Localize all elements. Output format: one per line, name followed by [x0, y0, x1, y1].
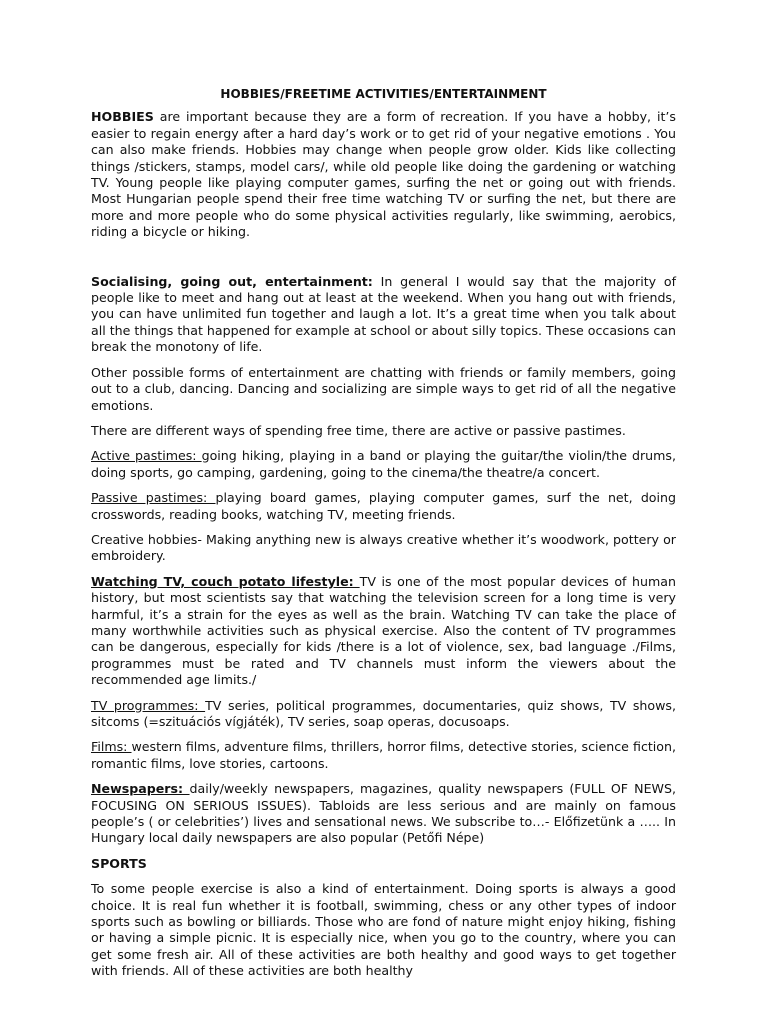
- paragraph-tv-programmes: [91, 698, 676, 731]
- paragraph-body: To some people exercise is also a kind of entertainment. Doing sports is always a good choice. It is real fun whether it is football, swimming, chess or any other types of indoor sports such as bowling or billiards. Those who are fond of nature might enjoy hiking, fishing or having a simple picnic. It is especially nice, when you go to the country, where you can get some fresh air. All of these activities are both healthy and good ways to get together with friends. All of these activities are both healthy: [91, 881, 676, 979]
- document-title: HOBBIES/FREETIME ACTIVITIES/ENTERTAINMENT: [220, 87, 547, 101]
- paragraph-body: are important because they are a form of recreation. If you have a hobby, it’s easier to regain energy after a hard day’s work or to get rid of your negative emotions . You can also make friends. Hobbies may change when people grow older. Kids like collecting things /stickers, stamps, model cars/, while old people like doing the gardening or watching TV. Young people like playing computer games, surfing the net or going out with friends. Most Hungarian people spend their free time watching TV or surfing the net, but there are more and more people who do some physical activities regularly, like swimming, aerobics, riding a bicycle or hiking.: [91, 109, 676, 240]
- paragraph-body: Other possible forms of entertainment are chatting with friends or family members, going out to a club, dancing. Dancing and socializing are simple ways to get rid of all the negative emotions.: [91, 364, 676, 413]
- paragraph-other-forms: [91, 365, 676, 414]
- paragraph-body: In general I would say that the majority of people like to meet and hang out at least at the weekend. When you hang out with friends, you can have unlimited fun together and laugh a lot. It’s a great time when you talk about all the things that happened for example at school or about silly topics. These occasions can break the monotony of life.: [91, 273, 676, 355]
- paragraph-body: daily/weekly newspapers, magazines, quality newspapers (FULL OF NEWS, FOCUSING ON SERIOUS ISSUES). Tabloids are less serious and are mainly on famous people’s ( or celebrities’) lives and sensational news. We subscribe to…- Előfizetünk a ….. In Hungary local daily newspapers are also popular (Petőfi Népe): [91, 781, 676, 846]
- paragraph-lead: Passive pastimes:: [91, 490, 216, 506]
- paragraph-passive-pastimes: [91, 490, 676, 523]
- paragraph-body: going hiking, playing in a band or playing the guitar/the violin/the drums, doing sports, go camping, gardening, going to the cinema/the theatre/a concert.: [91, 448, 676, 480]
- paragraph-lead: HOBBIES: [91, 109, 154, 125]
- paragraph-sports: [91, 881, 676, 979]
- paragraph-body: playing board games, playing computer games, surf the net, doing crosswords, reading books, watching TV, meeting friends.: [91, 490, 676, 522]
- paragraph-body: There are different ways of spending free time, there are active or passive pastimes.: [91, 422, 626, 438]
- paragraph-creative-hobbies: [91, 532, 676, 565]
- paragraph-lead: Socialising, going out, entertainment:: [91, 273, 373, 289]
- section-heading-sports: SPORTS: [91, 855, 147, 871]
- paragraph-lead: Films:: [91, 739, 132, 755]
- paragraph-active-pastimes: [91, 448, 676, 481]
- paragraph-lead: TV programmes:: [91, 697, 206, 713]
- paragraph-watching-tv: [91, 574, 676, 689]
- paragraph-body: TV is one of the most popular devices of human history, but most scientists say that watching the television screen for a long time is very harmful, it’s a strain for the eyes as well as the brain. Watching TV can take the place of many worthwhile activities such as physical exercise. Also the content of TV programmes can be dangerous, especially for kids /there is a lot of violence, sex, bad language ./Films, programmes must be rated and TV channels must inform the viewers about the recommended age limits./: [91, 573, 676, 688]
- paragraph-body: TV series, political programmes, documentaries, quiz shows, TV shows, sitcoms (=szituációs vígjáték), TV series, soap operas, docusoaps.: [91, 697, 676, 729]
- paragraph-body: Creative hobbies- Making anything new is always creative whether it’s woodwork, pottery or embroidery.: [91, 531, 676, 564]
- paragraph-hobbies: [91, 109, 676, 240]
- paragraph-body: western films, adventure films, thrillers, horror films, detective stories, science fiction, romantic films, love stories, cartoons.: [91, 739, 676, 771]
- paragraph-lead: Active pastimes:: [91, 448, 202, 464]
- paragraph-socialising: [91, 274, 676, 356]
- paragraph-lead: Watching TV, couch potato lifestyle:: [91, 573, 360, 589]
- paragraph-newspapers: [91, 781, 676, 847]
- paragraph-ways: [91, 423, 676, 439]
- paragraph-films: [91, 739, 676, 772]
- document-page: [91, 86, 676, 989]
- paragraph-lead: Newspapers:: [91, 781, 190, 797]
